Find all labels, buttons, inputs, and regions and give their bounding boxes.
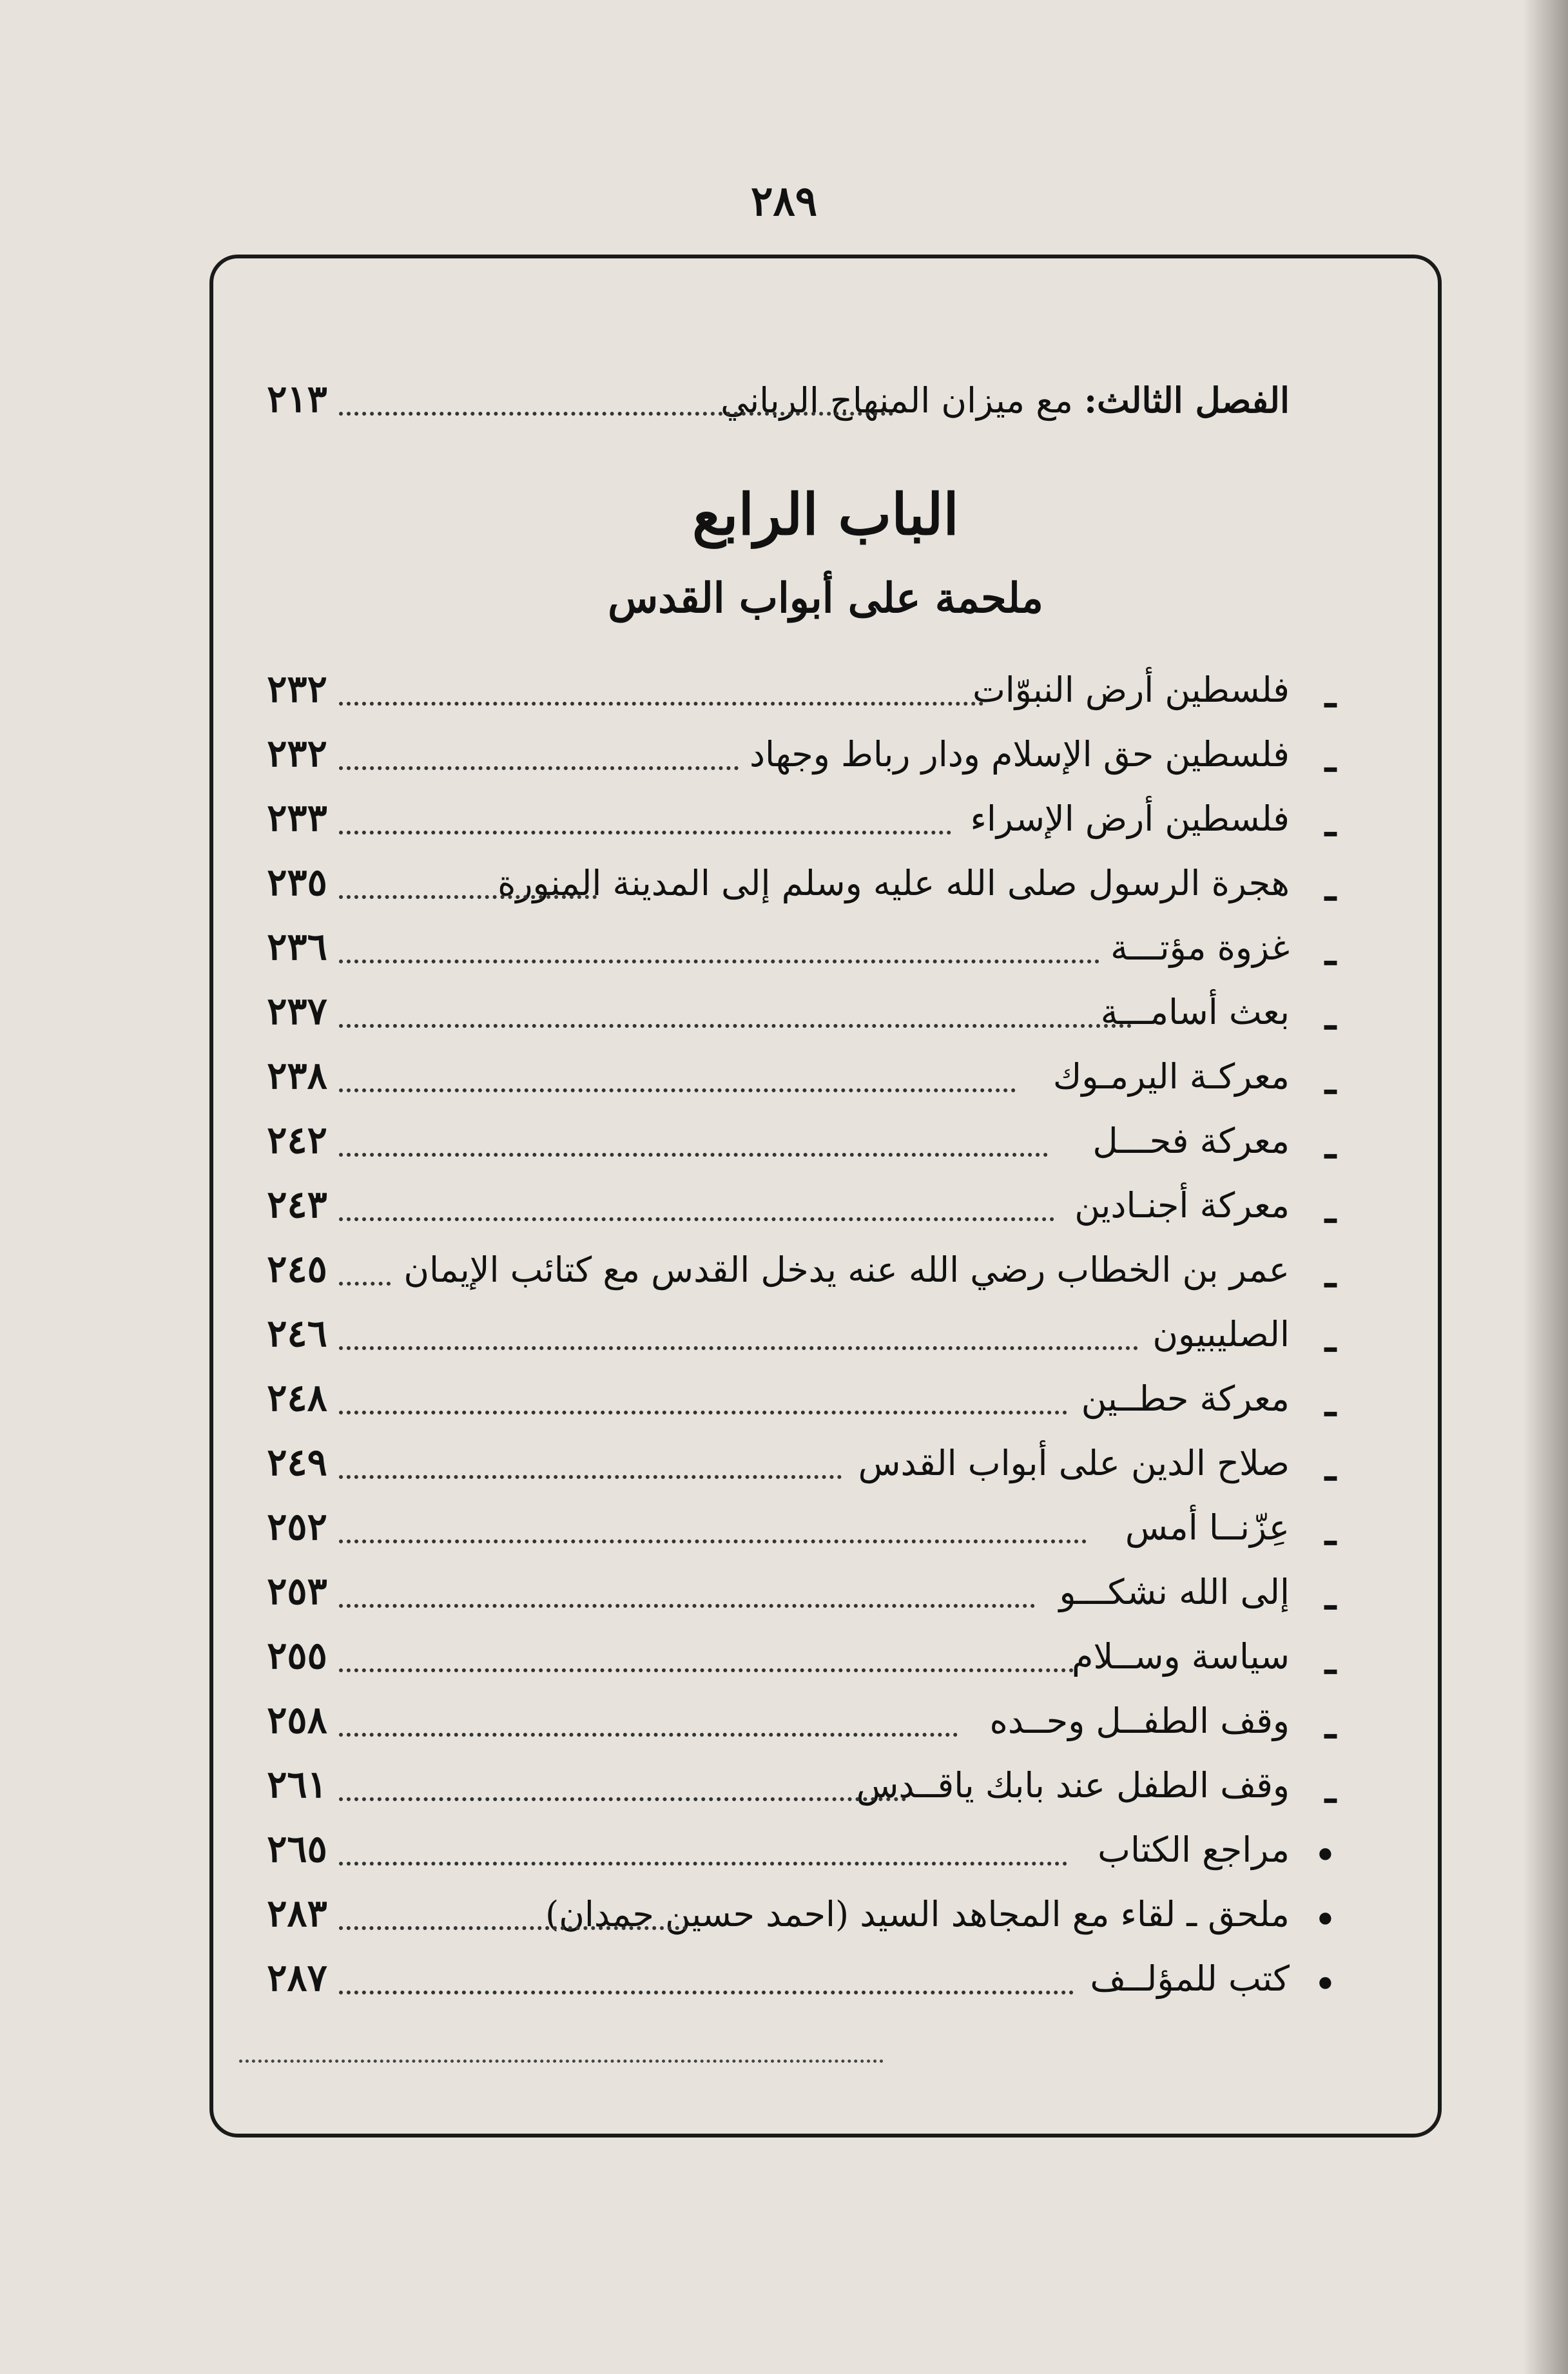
entry-marker: ـ xyxy=(1325,994,1336,1038)
toc-entry xyxy=(213,1889,1438,1947)
entry-page: ٢٥٨ xyxy=(267,1698,327,1742)
toc-entry xyxy=(213,1180,1438,1238)
dot-leader xyxy=(339,1217,1054,1221)
entry-page: ٢٣٧ xyxy=(267,989,327,1033)
entry-marker: ـ xyxy=(1325,737,1336,780)
dot-leader xyxy=(339,1604,1035,1608)
entry-title: وقف الطفــل وحــده xyxy=(989,1701,1290,1741)
toc-entry xyxy=(213,1051,1438,1109)
entry-marker: ـ xyxy=(1325,801,1336,845)
entry-page: ٢٣٦ xyxy=(267,925,327,969)
dot-leader xyxy=(339,1346,1138,1350)
part-subtitle: ملحمة على أبواب القدس xyxy=(608,574,1043,622)
entry-marker: ـ xyxy=(1325,1381,1336,1425)
dot-leader xyxy=(339,1862,1067,1866)
scan-edge-shadow xyxy=(1523,0,1568,2374)
entry-title: هجرة الرسول صلى الله عليه وسلم إلى المدينة المنورة xyxy=(498,863,1290,903)
dot-leader xyxy=(339,960,1099,963)
entry-title: عمر بن الخطاب رضي الله عنه يدخل القدس مع كتائب الإيمان xyxy=(403,1250,1290,1290)
entry-marker: ـ xyxy=(1325,1252,1336,1296)
entry-title: فلسطين أرض الإسراء xyxy=(970,798,1290,839)
toc-entry xyxy=(213,1373,1438,1431)
entry-page: ٢٨٧ xyxy=(267,1956,327,2000)
dot-leader xyxy=(339,1411,1067,1414)
entry-title: معركة أجنـادين xyxy=(1074,1185,1290,1226)
entry-bullet: • xyxy=(1314,1965,1336,2004)
entry-title: فلسطين حق الإسلام ودار رباط وجهاد xyxy=(749,734,1290,775)
dot-leader xyxy=(339,412,893,416)
toc-entry xyxy=(213,1953,1438,2011)
entry-title: فلسطين أرض النبوّات xyxy=(972,670,1290,710)
entry-title: مراجع الكتاب xyxy=(1098,1829,1290,1870)
dot-leader xyxy=(339,1668,1074,1672)
toc-entry xyxy=(213,1244,1438,1302)
dot-leader xyxy=(339,702,983,706)
entry-title: بعث أسامـــة xyxy=(1100,992,1290,1032)
entry-page: ٢٦١ xyxy=(267,1762,327,1806)
entry-title: صلاح الدين على أبواب القدس xyxy=(858,1443,1290,1483)
entry-marker: ـ xyxy=(1325,1510,1336,1554)
entry-marker: ـ xyxy=(1325,1574,1336,1618)
entry-page: ٢٤٢ xyxy=(267,1118,327,1162)
entry-marker: ـ xyxy=(1325,1703,1336,1747)
toc-entry xyxy=(213,1824,1438,1882)
dot-leader xyxy=(339,1024,1132,1028)
entry-title: معركة فحـــل xyxy=(1092,1121,1290,1161)
dot-leader xyxy=(339,766,739,770)
dot-leader xyxy=(339,1282,391,1286)
entry-bullet: • xyxy=(1314,1900,1336,1940)
entry-title: غزوة مؤتـــة xyxy=(1110,927,1290,968)
chapter-page: ٢١٣ xyxy=(267,377,327,421)
entry-marker: ـ xyxy=(1325,1317,1336,1360)
entry-marker: ـ xyxy=(1325,930,1336,974)
entry-title: ملحق ـ لقاء مع المجاهد السيد (احمد حسين حمدان) xyxy=(545,1894,1290,1935)
toc-entry xyxy=(213,987,1438,1045)
entry-title: كتب للمؤلــف xyxy=(1090,1958,1290,1999)
entry-page: ٢٣٢ xyxy=(267,667,327,711)
toc-entry xyxy=(213,858,1438,916)
toc-entry xyxy=(213,1695,1438,1753)
toc-entry xyxy=(213,664,1438,722)
entry-page: ٢٤٨ xyxy=(267,1376,327,1420)
toc-entry xyxy=(213,729,1438,787)
toc-entry xyxy=(213,1309,1438,1367)
toc-entry xyxy=(213,922,1438,980)
toc-entry xyxy=(213,1438,1438,1496)
entry-bullet: • xyxy=(1314,1836,1336,1875)
toc-entry xyxy=(213,1760,1438,1818)
toc-entry xyxy=(213,1631,1438,1689)
entry-page: ٢٣٢ xyxy=(267,731,327,775)
entry-page: ٢٣٣ xyxy=(267,796,327,840)
entry-page: ٢٦٥ xyxy=(267,1827,327,1871)
toc-entry xyxy=(213,793,1438,851)
dot-leader xyxy=(339,1991,1074,1994)
entry-page: ٢٣٨ xyxy=(267,1054,327,1097)
bottom-dot-leader xyxy=(239,2060,884,2063)
dot-leader xyxy=(339,1926,687,1930)
dot-leader xyxy=(339,1539,1087,1543)
entry-marker: ـ xyxy=(1325,672,1336,716)
dot-leader xyxy=(339,1475,842,1479)
entry-page: ٢٨٣ xyxy=(267,1891,327,1935)
entry-marker: ـ xyxy=(1325,1123,1336,1167)
dot-leader xyxy=(339,1733,958,1737)
dot-leader xyxy=(339,1153,1048,1157)
chapter-title: مع ميزان المنهاج الرباني xyxy=(721,380,1073,421)
entry-marker: ـ xyxy=(1325,1059,1336,1103)
entry-marker: ـ xyxy=(1325,865,1336,909)
entry-page: ٢٣٥ xyxy=(267,860,327,904)
entry-marker: ـ xyxy=(1325,1445,1336,1489)
dot-leader xyxy=(339,1797,906,1801)
toc-frame xyxy=(209,255,1442,2138)
toc-entry xyxy=(213,1502,1438,1560)
entry-title: الصليبيون xyxy=(1152,1314,1290,1355)
entry-marker: ـ xyxy=(1325,1639,1336,1683)
dot-leader xyxy=(339,1088,1016,1092)
entry-title: سياسة وســلام xyxy=(1072,1636,1290,1677)
entry-page: ٢٤٥ xyxy=(267,1247,327,1291)
dot-leader xyxy=(339,895,597,899)
chapter-label: الفصل الثالث: xyxy=(1084,380,1290,421)
toc-entry xyxy=(213,1567,1438,1625)
entry-marker: ـ xyxy=(1325,1768,1336,1811)
entry-title: عِزّنــا أمس xyxy=(1125,1507,1290,1548)
entry-page: ٢٤٩ xyxy=(267,1440,327,1484)
entry-title: معركة حطــين xyxy=(1081,1378,1290,1419)
entry-page: ٢٤٣ xyxy=(267,1182,327,1226)
page-number: ٢٨٩ xyxy=(750,177,818,226)
entry-page: ٢٥٥ xyxy=(267,1634,327,1677)
dot-leader xyxy=(339,831,951,835)
entry-title: وقف الطفل عند بابك ياقــدس xyxy=(856,1765,1290,1806)
entry-page: ٢٤٦ xyxy=(267,1311,327,1355)
entry-marker: ـ xyxy=(1325,1188,1336,1231)
entry-page: ٢٥٢ xyxy=(267,1505,327,1549)
chapter-row xyxy=(213,374,1438,432)
entry-title: معركـة اليرمـوك xyxy=(1052,1056,1290,1097)
toc-entry xyxy=(213,1115,1438,1173)
part-title: الباب الرابع xyxy=(692,481,959,548)
entry-title: إلى الله نشكـــو xyxy=(1059,1572,1290,1612)
entry-page: ٢٥٣ xyxy=(267,1569,327,1613)
